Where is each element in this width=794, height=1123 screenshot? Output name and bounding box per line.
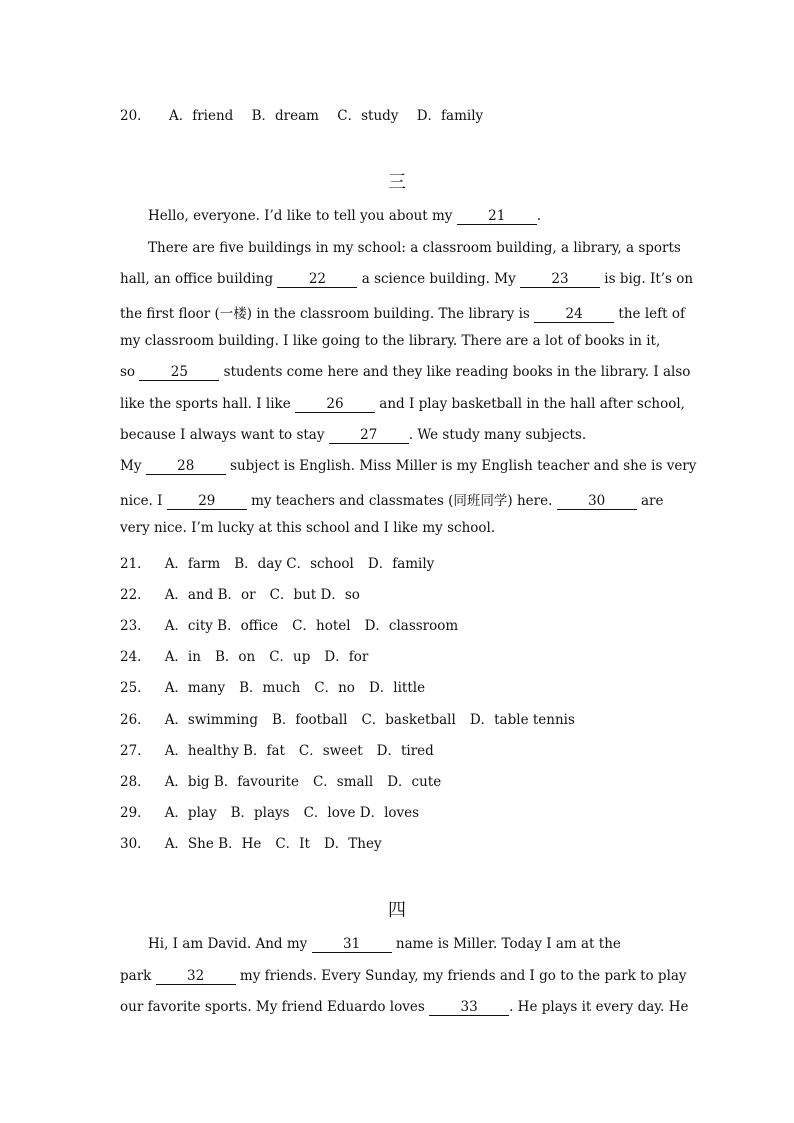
passage-line: like the sports hall. I like 26 and I play basketball in the hall after school,: [120, 396, 685, 412]
passage-line: My 28 subject is English. Miss Miller is my English teacher and she is very: [120, 458, 697, 474]
passage-line: nice. I 29 my teachers and classmates (同班同学) here. 30 are: [120, 493, 664, 509]
question-number: 20．: [120, 108, 151, 124]
option-row-28: 28． A．big B．favourite C．small D．cute: [120, 774, 442, 790]
option: D．family: [416, 108, 484, 124]
blank-27: 27: [329, 428, 409, 444]
option: B．dream: [251, 108, 319, 124]
section-3-heading: 三: [388, 172, 406, 193]
option: C．study: [337, 108, 399, 124]
passage-line: There are five buildings in my school: a classroom building, a library, a sports: [148, 240, 681, 256]
option-row-23: 23． A．city B．office C．hotel D．classroom: [120, 618, 459, 634]
passage-line: so 25 students come here and they like reading books in the library. I also: [120, 364, 691, 380]
passage-line: hall, an office building 22 a science building. My 23 is big. It’s on: [120, 271, 694, 287]
passage-line: Hello, everyone. I’d like to tell you about my 21 .: [148, 208, 542, 224]
blank-21: 21: [457, 209, 537, 225]
passage-line: park 32 my friends. Every Sunday, my friends and I go to the park to play: [120, 968, 687, 984]
passage-line: our favorite sports. My friend Eduardo loves 33 . He plays it every day. He: [120, 999, 689, 1015]
option-row-26: 26． A．swimming B．football C．basketball D．table tennis: [120, 712, 575, 728]
option-row-22: 22． A．and B．or C．but D．so: [120, 587, 360, 603]
blank-24: 24: [534, 307, 614, 323]
question-20-options: [120, 104, 497, 124]
blank-33: 33: [429, 1000, 509, 1016]
option-row-25: 25． A．many B．much C．no D．little: [120, 680, 426, 696]
passage-line: very nice. I’m lucky at this school and I like my school.: [120, 520, 496, 536]
blank-31: 31: [312, 937, 392, 953]
option-row-29: 29． A．play B．plays C．love D．loves: [120, 805, 420, 821]
blank-29: 29: [167, 494, 247, 510]
passage-line: the first floor (一楼) in the classroom building. The library is 24 the left of: [120, 306, 685, 322]
passage-line: Hi, I am David. And my 31 name is Miller. Today I am at the: [148, 936, 621, 952]
blank-32: 32: [156, 969, 236, 985]
blank-25: 25: [139, 365, 219, 381]
blank-23: 23: [520, 272, 600, 288]
option: A．friend: [168, 108, 234, 124]
option-row-27: 27． A．healthy B．fat C．sweet D．tired: [120, 743, 434, 759]
option-row-30: 30． A．She B．He C．It D．They: [120, 836, 382, 852]
blank-30: 30: [557, 494, 637, 510]
blank-22: 22: [277, 272, 357, 288]
blank-28: 28: [146, 459, 226, 475]
section-4-heading: 四: [388, 900, 406, 921]
passage-line: my classroom building. I like going to the library. There are a lot of books in it,: [120, 333, 661, 349]
passage-line: because I always want to stay 27 . We study many subjects.: [120, 427, 587, 443]
option-row-24: 24． A．in B．on C．up D．for: [120, 649, 369, 665]
option-row-21: 21． A．farm B．day C．school D．family: [120, 556, 435, 572]
blank-26: 26: [295, 397, 375, 413]
